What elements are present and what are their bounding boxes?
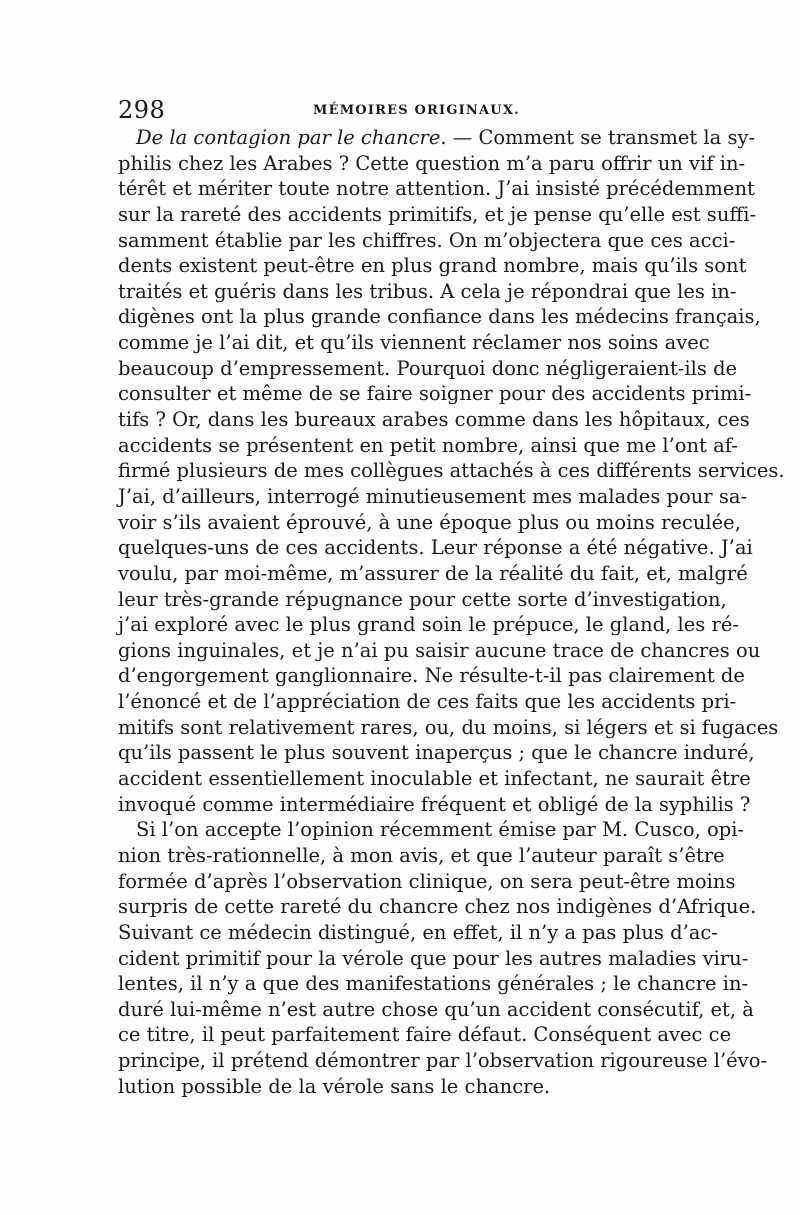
page-number: 298 xyxy=(118,96,166,124)
text-line: traités et guéris dans les tribus. A cela je répondrai que les in- xyxy=(118,279,737,303)
text-line: J’ai, d’ailleurs, interrogé minutieusement mes malades pour sa- xyxy=(118,484,748,508)
section-heading: De la contagion par le chancre. xyxy=(136,126,447,149)
text-line: digènes ont la plus grande confiance dans les médecins français, xyxy=(118,305,761,329)
text-line: accidents se présentent en petit nombre, ainsi que me l’ont af- xyxy=(118,433,738,457)
text-line: mitifs sont relativement rares, ou, du moins, si légers et si fugaces xyxy=(118,715,779,739)
page-header xyxy=(118,96,688,126)
text-line: samment établie par les chiffres. On m’objectera que ces acci- xyxy=(118,228,736,252)
text-line: voir s’ils avaient éprouvé, à une époque plus ou moins reculée, xyxy=(118,510,741,534)
text-line: quelques-uns de ces accidents. Leur réponse a été négative. J’ai xyxy=(118,536,753,560)
text-line: Si l’on accepte l’opinion récemment émise par M. Cusco, opi- xyxy=(136,818,745,842)
text-line-rest: — Comment se transmet la sy- xyxy=(446,126,756,149)
text-line: gions inguinales, et je n’ai pu saisir aucune trace de chancres ou xyxy=(118,638,761,662)
text-line: accident essentiellement inoculable et infectant, ne saurait être xyxy=(118,767,751,791)
text-line: consulter et même de se faire soigner pour des accidents primi- xyxy=(118,382,752,406)
text-line: dents existent peut-être en plus grand nombre, mais qu’ils sont xyxy=(118,254,747,278)
body-text xyxy=(118,125,785,1099)
text-line: Suivant ce médecin distingué, en effet, il n’y a pas plus d’ac- xyxy=(118,920,718,944)
text-line: lentes, il n’y a que des manifestations générales ; le chancre in- xyxy=(118,972,749,996)
text-line: sur la rareté des accidents primitifs, et je pense qu’elle est suffi- xyxy=(118,202,757,226)
running-head: MÉMOIRES ORIGINAUX. xyxy=(313,103,520,118)
text-line: surpris de cette rareté du chancre chez nos indigènes d’Afrique. xyxy=(118,895,757,919)
text-line: d’engorgement ganglionnaire. Ne résulte-t-il pas clairement de xyxy=(118,664,745,688)
text-line: firmé plusieurs de mes collègues attachés à ces différents services. xyxy=(118,459,785,483)
text-line: principe, il prétend démontrer par l’observation rigoureuse l’évo- xyxy=(118,1049,768,1073)
text-line: lution possible de la vérole sans le chancre. xyxy=(118,1074,551,1098)
text-line: voulu, par moi-même, m’assurer de la réalité du fait, et, malgré xyxy=(118,561,748,585)
text-line: j’ai exploré avec le plus grand soin le prépuce, le gland, les ré- xyxy=(118,613,739,637)
text-line: térêt et mériter toute notre attention. J’ai insisté précédemment xyxy=(118,177,755,201)
text-line: beaucoup d’empressement. Pourquoi donc négligeraient-ils de xyxy=(118,356,738,380)
text-line: invoqué comme intermédiaire fréquent et obligé de la syphilis ? xyxy=(118,792,751,816)
text-line: tifs ? Or, dans les bureaux arabes comme dans les hôpitaux, ces xyxy=(118,408,750,432)
text-line: cident primitif pour la vérole que pour les autres maladies viru- xyxy=(118,946,749,970)
text-line: qu’ils passent le plus souvent inaperçus ; que le chancre induré, xyxy=(118,741,755,765)
text-line: leur très-grande répugnance pour cette sorte d’investigation, xyxy=(118,587,727,611)
text-line: formée d’après l’observation clinique, on sera peut-être moins xyxy=(118,869,736,893)
text-line: duré lui-même n’est autre chose qu’un accident consécutif, et, à xyxy=(118,997,754,1021)
text-line: l’énoncé et de l’appréciation de ces faits que les accidents pri- xyxy=(118,690,737,714)
text-line: ce titre, il peut parfaitement faire défaut. Conséquent avec ce xyxy=(118,1023,732,1047)
text-line xyxy=(118,125,756,151)
text-line: comme je l’ai dit, et qu’ils viennent réclamer nos soins avec xyxy=(118,331,710,355)
text-line: nion très-rationnelle, à mon avis, et que l’auteur paraît s’être xyxy=(118,843,725,867)
text-line: philis chez les Arabes ? Cette question m’a paru offrir un vif in- xyxy=(118,151,746,175)
